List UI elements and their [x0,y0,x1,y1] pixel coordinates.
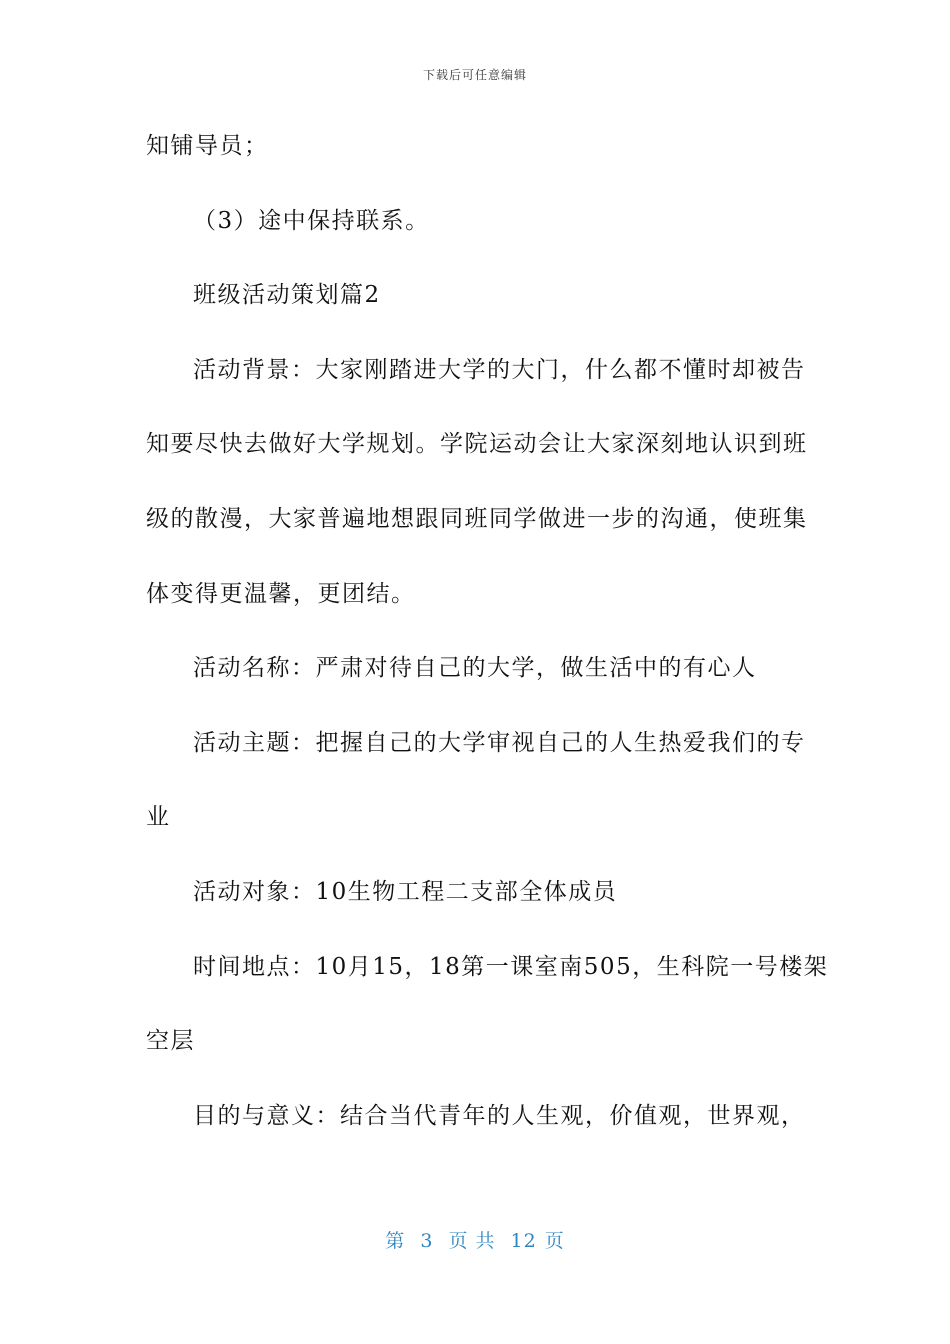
footer-prefix: 第 [385,1230,406,1252]
body-line: （3）途中保持联系。 [193,207,430,234]
body-line: 知要尽快去做好大学规划。学院运动会让大家深刻地认识到班 [146,431,808,458]
document-body [146,126,829,1170]
body-line: 级的散漫，大家普遍地想跟同班同学做进一步的沟通，使班集 [146,505,808,532]
body-line: 活动名称：严肃对待自己的大学，做生活中的有心人 [193,655,757,682]
body-line: 知铺导员； [146,133,269,159]
body-line: 空层 [146,1028,195,1055]
total-pages-number: 12 [510,1230,537,1252]
body-line: 目的与意义：结合当代青年的人生观，价值观，世界观， [193,1102,806,1129]
section-heading: 班级活动策划篇2 [193,282,381,309]
footer-middle: 页 共 [448,1230,496,1252]
body-line: 时间地点：10月15，18第一课室南505，生科院一号楼架 [193,953,829,980]
body-line: 业 [146,804,171,831]
page-header: 下载后可任意编辑 [422,68,527,82]
footer-suffix: 页 [544,1230,565,1252]
body-line: 体变得更温馨，更团结。 [146,580,416,607]
body-line: 活动对象：10生物工程二支部全体成员 [193,878,618,905]
page-footer [0,1226,950,1253]
body-line: 活动主题：把握自己的大学审视自己的人生热爱我们的专 [193,729,806,756]
current-page-number: 3 [420,1230,434,1252]
body-line: 活动背景：大家刚踏进大学的大门，什么都不懂时却被告 [193,356,806,383]
